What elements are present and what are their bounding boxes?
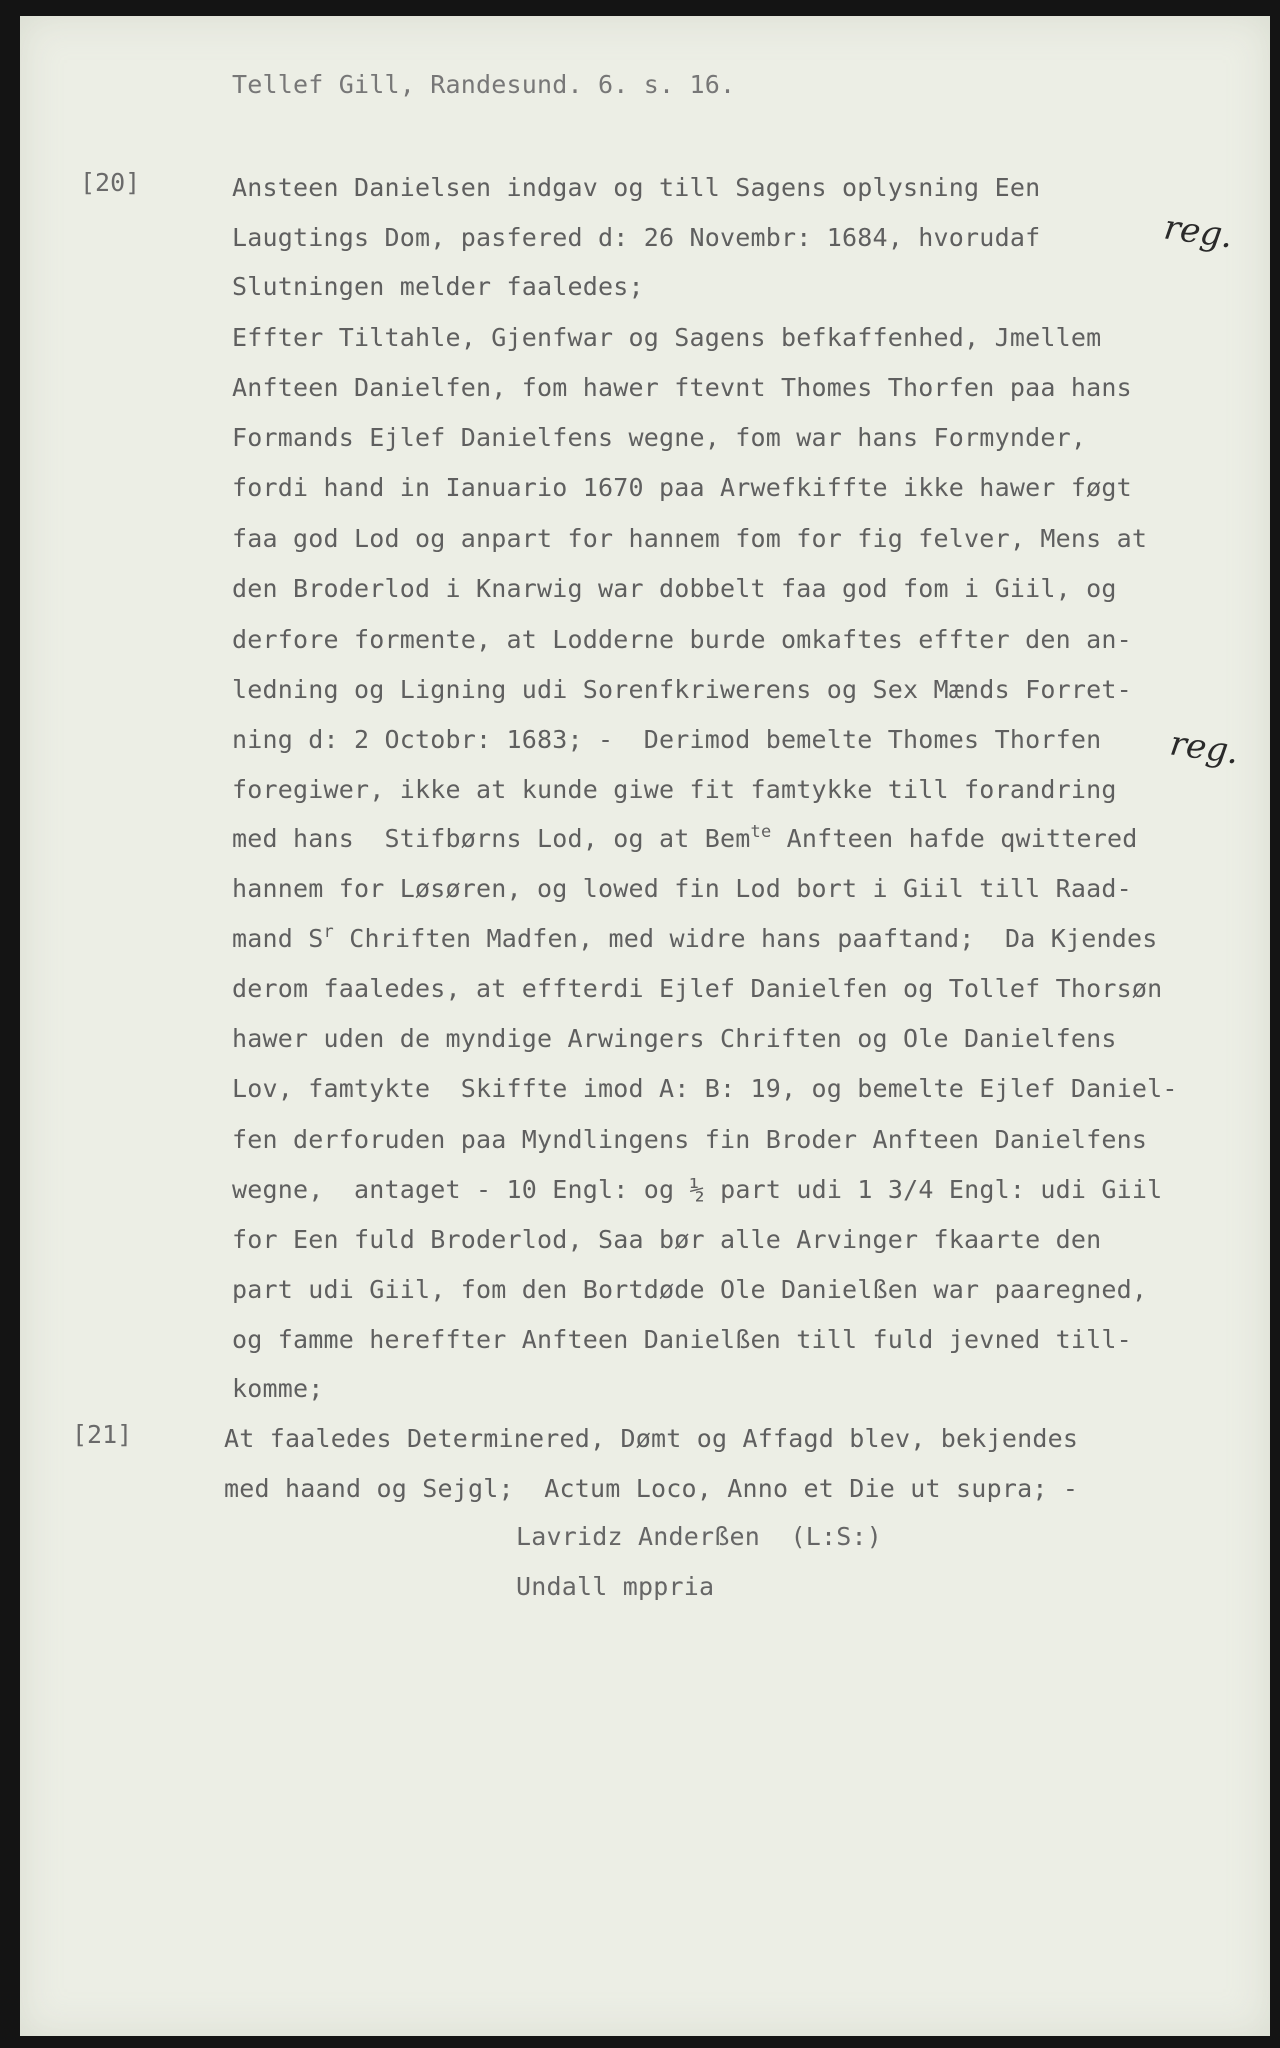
text-fragment: Chriften Madfen, med widre hans paaftand; Da Kjendes: [333, 924, 1158, 953]
text-line: derfore formente, at Lodderne burde omkaftes effter den an-: [232, 625, 1132, 654]
fraction: ½: [689, 1175, 705, 1204]
page-heading: Tellef Gill, Randesund. 6. s. 16.: [232, 70, 736, 99]
text-line: foregiwer, ikke at kunde giwe fit famtykke till forandring: [232, 775, 1117, 804]
superscript: te: [750, 822, 772, 842]
text-line: derom faaledes, at effterdi Ejlef Danielfen og Tollef Thorsøn: [232, 974, 1163, 1003]
text-line: for Een fuld Broderlod, Saa bør alle Arvinger fkaarte den: [232, 1225, 1102, 1254]
text-line: [232, 924, 1158, 953]
text-line: Laugtings Dom, pasfered d: 26 Novembr: 1684, hvorudaf: [232, 223, 1041, 252]
text-line: fordi hand in Ianuario 1670 paa Arwefkiffte ikke hawer føgt: [232, 473, 1132, 502]
text-line: hannem for Løsøren, og lowed fin Lod bort i Giil till Raad-: [232, 874, 1132, 903]
text-line: den Broderlod i Knarwig war dobbelt faa god fom i Giil, og: [232, 574, 1117, 603]
text-line: fen derforuden paa Myndlingens fin Broder Anfteen Danielfens: [232, 1125, 1148, 1154]
text-line: Slutningen melder faaledes;: [232, 272, 644, 301]
text-line: part udi Giil, fom den Bortdøde Ole Danielßen war paaregned,: [232, 1275, 1148, 1304]
signature-line: Undall mppria: [516, 1572, 715, 1601]
signature-line: Lavridz Anderßen (L:S:): [516, 1522, 883, 1551]
section-number: [21]: [72, 1420, 133, 1449]
document-page: [20, 16, 1270, 2036]
text-line: Ansteen Danielsen indgav og till Sagens oplysning Een: [232, 173, 1041, 202]
text-line: At faaledes Determinered, Dømt og Affagd blev, bekjendes: [224, 1424, 1079, 1453]
section-number: [20]: [80, 168, 141, 197]
text-line: Formands Ejlef Danielfens wegne, fom war hans Formynder,: [232, 423, 1087, 452]
text-line: hawer uden de myndige Arwingers Chriften og Ole Danielfens: [232, 1024, 1117, 1053]
text-line: Lov, famtykte Skiffte imod A: B: 19, og bemelte Ejlef Daniel-: [232, 1074, 1178, 1103]
text-line: Anfteen Danielfen, fom hawer ftevnt Thomes Thorfen paa hans: [232, 373, 1132, 402]
text-line: komme;: [232, 1374, 324, 1403]
margin-note: reg.: [1161, 207, 1236, 257]
superscript: r: [323, 922, 334, 942]
text-fragment: med hans Stifbørns Lod, og at Bem: [232, 824, 751, 853]
text-line: og famme hereffter Anfteen Danielßen till fuld jevned till-: [232, 1325, 1132, 1354]
text-fragment: mand S: [232, 924, 324, 953]
text-fragment: Anfteen hafde qwittered: [771, 824, 1138, 853]
text-line: [232, 824, 1137, 853]
text-fragment: part udi 1 3/4 Engl: udi Giil: [704, 1175, 1163, 1204]
text-line: ning d: 2 Octobr: 1683; - Derimod bemelte Thomes Thorfen: [232, 725, 1102, 754]
text-line: ledning og Ligning udi Sorenfkriwerens og Sex Mænds Forret-: [232, 675, 1132, 704]
text-fragment: wegne, antaget - 10 Engl: og: [232, 1175, 675, 1204]
text-line: [232, 1175, 1162, 1204]
margin-note: reg.: [1167, 723, 1242, 773]
text-line: faa god Lod og anpart for hannem fom for fig felver, Mens at: [232, 524, 1148, 553]
text-line: med haand og Sejgl; Actum Loco, Anno et Die ut supra; -: [224, 1474, 1079, 1503]
text-line: Effter Tiltahle, Gjenfwar og Sagens befkaffenhed, Jmellem: [232, 323, 1102, 352]
